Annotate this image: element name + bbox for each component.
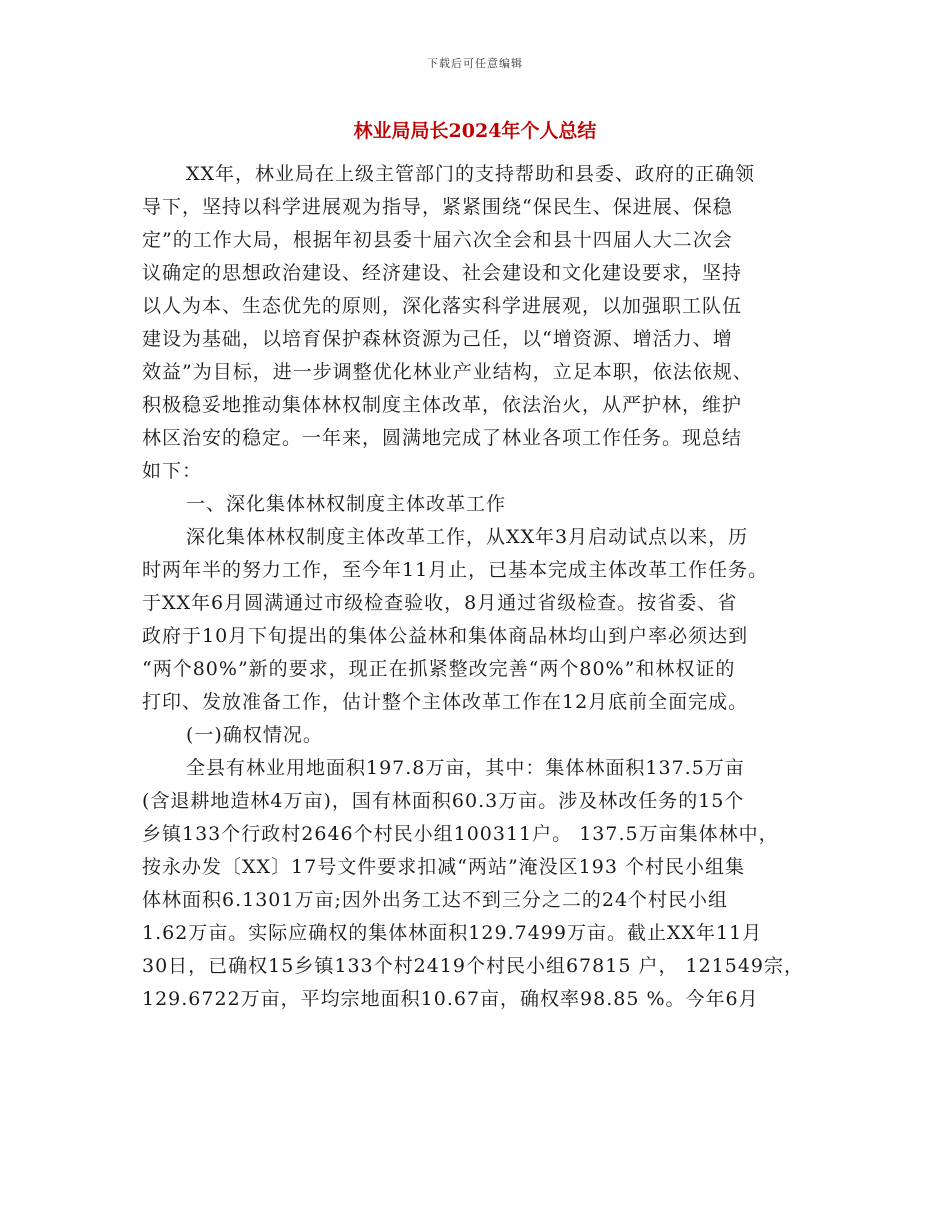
body-line: 林区治安的稳定。一年来，圆满地完成了林业各项工作任务。现总结 bbox=[142, 427, 743, 449]
body-line: 如下： bbox=[142, 460, 203, 482]
document-title: 林业局局长2024年个人总结 bbox=[353, 120, 597, 142]
body-line: 积极稳妥地推动集体林权制度主体改革，依法治火，从严护林，维护 bbox=[142, 394, 743, 416]
document-body bbox=[142, 158, 832, 1016]
body-line: 议确定的思想政治建设、经济建设、社会建设和文化建设要求，坚持 bbox=[142, 262, 743, 284]
body-line: 导下，坚持以科学进展观为指导，紧紧围绕“保民生、保进展、保稳 bbox=[142, 196, 733, 218]
body-line: (一)确权情况。 bbox=[186, 724, 323, 746]
body-line: 30日，已确权15乡镇133个村2419个村民小组67815 户， 121549宗， bbox=[142, 955, 805, 977]
body-line: (含退耕地造林4万亩)，国有林面积60.3万亩。涉及林改任务的15个 bbox=[142, 790, 745, 812]
body-line: 定”的工作大局，根据年初县委十届六次全会和县十四届人大二次会 bbox=[142, 229, 733, 251]
body-line: 体林面积6.1301万亩;因外出务工达不到三分之二的24个村民小组 bbox=[142, 889, 729, 911]
body-line: 乡镇133个行政村2646个村民小组100311户。 137.5万亩集体林中， bbox=[142, 823, 779, 845]
body-line: 全县有林业用地面积197.8万亩，其中：集体林面积137.5万亩 bbox=[186, 757, 745, 779]
body-line: 一、深化集体林权制度主体改革工作 bbox=[186, 493, 507, 515]
body-line: 时两年半的努力工作，至今年11月止，已基本完成主体改革工作任务。 bbox=[142, 559, 769, 581]
header-note: 下载后可任意编辑 bbox=[427, 57, 523, 70]
body-line: 1.62万亩。实际应确权的集体林面积129.7499万亩。截止XX年11月 bbox=[142, 922, 763, 944]
body-line: 129.6722万亩，平均宗地面积10.67亩，确权率98.85 %。今年6月 bbox=[142, 988, 759, 1010]
body-line: 深化集体林权制度主体改革工作，从XX年3月启动试点以来，历 bbox=[186, 526, 749, 548]
body-line: 政府于10月下旬提出的集体公益林和集体商品林均山到户率必须达到 bbox=[142, 625, 749, 647]
body-line: XX年，林业局在上级主管部门的支持帮助和县委、政府的正确领 bbox=[186, 163, 756, 185]
body-line: 效益”为目标，进一步调整优化林业产业结构，立足本职，依法依规、 bbox=[142, 361, 753, 383]
body-line: 以人为本、生态优先的原则，深化落实科学进展观，以加强职工队伍 bbox=[142, 295, 743, 317]
body-line: 于XX年6月圆满通过市级检查验收，8月通过省级检查。按省委、省 bbox=[142, 592, 738, 614]
body-line: 打印、发放准备工作，估计整个主体改革工作在12月底前全面完成。 bbox=[142, 691, 749, 713]
body-line: “两个80%”新的要求，现正在抓紧整改完善“两个80%”和林权证的 bbox=[142, 658, 736, 680]
body-line: 按永办发〔XX〕17号文件要求扣减“两站”淹没区193 个村民小组集 bbox=[142, 856, 745, 878]
body-line: 建设为基础，以培育保护森林资源为己任，以“增资源、增活力、增 bbox=[142, 328, 733, 350]
